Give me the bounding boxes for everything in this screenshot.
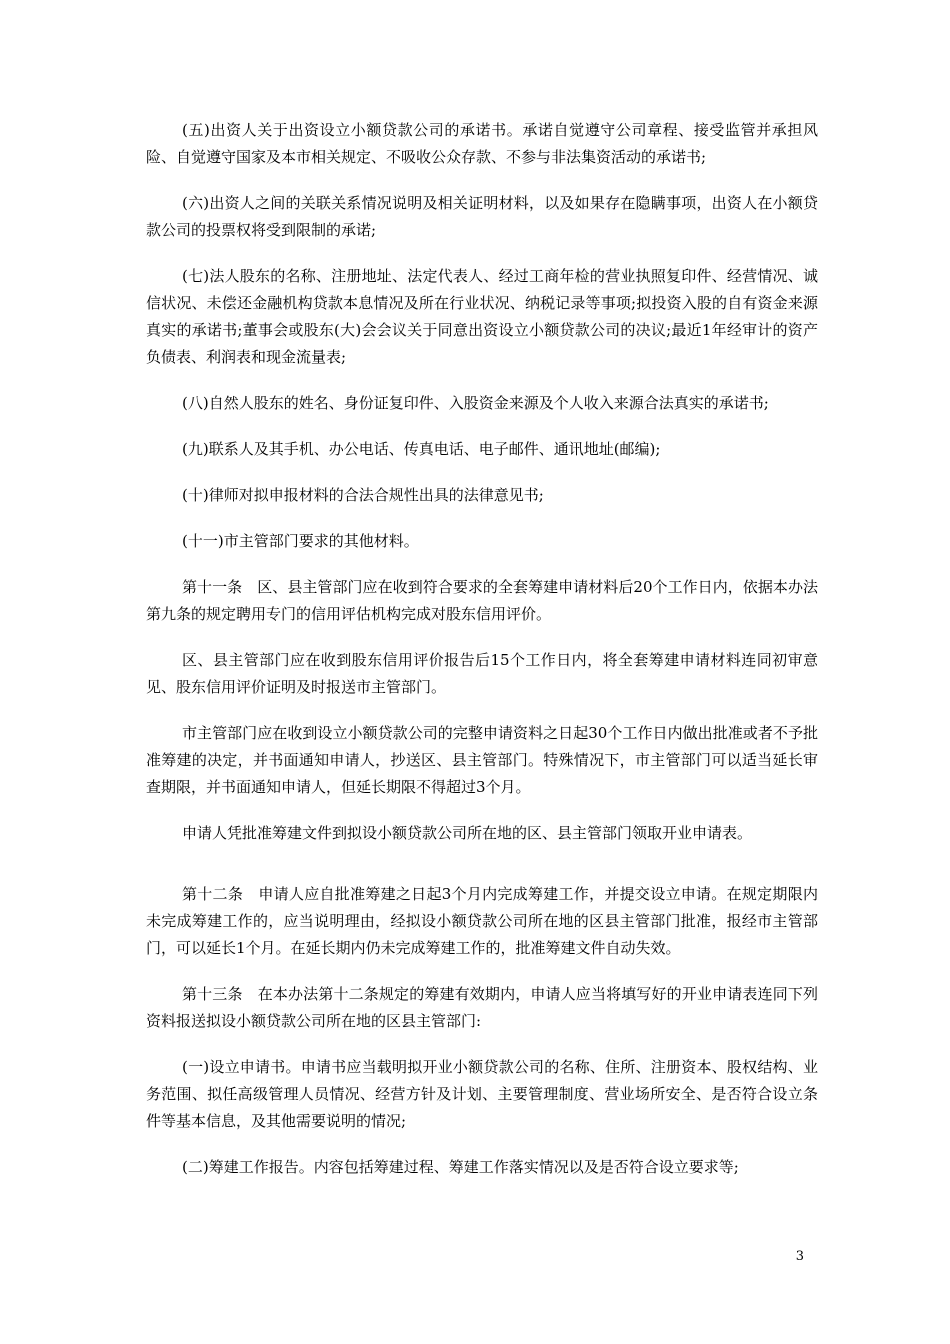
paragraph-item-11: (十一)市主管部门要求的其他材料。 — [182, 532, 419, 550]
article-13-item-2: (二)筹建工作报告。内容包括筹建过程、筹建工作落实情况以及是否符合设立要求等; — [182, 1158, 739, 1176]
article-12: 第十二条 申请人应自批准筹建之日起3个月内完成筹建工作，并提交设立申请。在规定期限内未完成筹建工作的，应当说明理由，经拟设小额贷款公司所在地的区县主管部门批准，报经市主管部门，可以延长1个月。在延长期内仍未完成筹建工作的，批准筹建文件自动失效。 — [146, 885, 818, 957]
paragraph-item-6: (六)出资人之间的关联关系情况说明及相关证明材料，以及如果存在隐瞒事项，出资人在小额贷款公司的投票权将受到限制的承诺; — [146, 194, 818, 239]
article-11-district-review: 区、县主管部门应在收到股东信用评价报告后15个工作日内，将全套筹建申请材料连同初审意见、股东信用评价证明及时报送市主管部门。 — [146, 651, 818, 696]
paragraph-item-7: (七)法人股东的名称、注册地址、法定代表人、经过工商年检的营业执照复印件、经营情况、诚信状况、未偿还金融机构贷款本息情况及所在行业状况、纳税记录等事项;拟投资入股的自有资金来源真实的承诺书;董事会或股东(大)会会议关于同意出资设立小额贷款公司的决议;最近1年经审计的资产负债表、利润表和现金流量表; — [146, 267, 818, 366]
paragraph-item-10: (十)律师对拟申报材料的合法合规性出具的法律意见书; — [182, 486, 544, 504]
article-11-application-form: 申请人凭批准筹建文件到拟设小额贷款公司所在地的区、县主管部门领取开业申请表。 — [182, 824, 753, 842]
paragraph-item-8: (八)自然人股东的姓名、身份证复印件、入股资金来源及个人收入来源合法真实的承诺书; — [182, 394, 769, 412]
page-number: 3 — [795, 1249, 804, 1264]
article-11: 第十一条 区、县主管部门应在收到符合要求的全套筹建申请材料后20个工作日内，依据本办法第九条的规定聘用专门的信用评估机构完成对股东信用评价。 — [146, 578, 818, 623]
paragraph-item-9: (九)联系人及其手机、办公电话、传真电话、电子邮件、通讯地址(邮编); — [182, 440, 661, 458]
article-13: 第十三条 在本办法第十二条规定的筹建有效期内，申请人应当将填写好的开业申请表连同下列资料报送拟设小额贷款公司所在地的区县主管部门: — [146, 985, 818, 1030]
article-13-item-1: (一)设立申请书。申请书应当载明拟开业小额贷款公司的名称、住所、注册资本、股权结构、业务范围、拟任高级管理人员情况、经营方针及计划、主要管理制度、营业场所安全、是否符合设立条件等基本信息，及其他需要说明的情况; — [146, 1058, 818, 1130]
document-body — [146, 117, 818, 1200]
paragraph-item-5: (五)出资人关于出资设立小额贷款公司的承诺书。承诺自觉遵守公司章程、接受监管并承担风险、自觉遵守国家及本市相关规定、不吸收公众存款、不参与非法集资活动的承诺书; — [146, 121, 818, 166]
article-11-city-decision: 市主管部门应在收到设立小额贷款公司的完整申请资料之日起30个工作日内做出批准或者不予批准筹建的决定，并书面通知申请人，抄送区、县主管部门。特殊情况下，市主管部门可以适当延长审查期限，并书面通知申请人，但延长期限不得超过3个月。 — [146, 724, 818, 796]
